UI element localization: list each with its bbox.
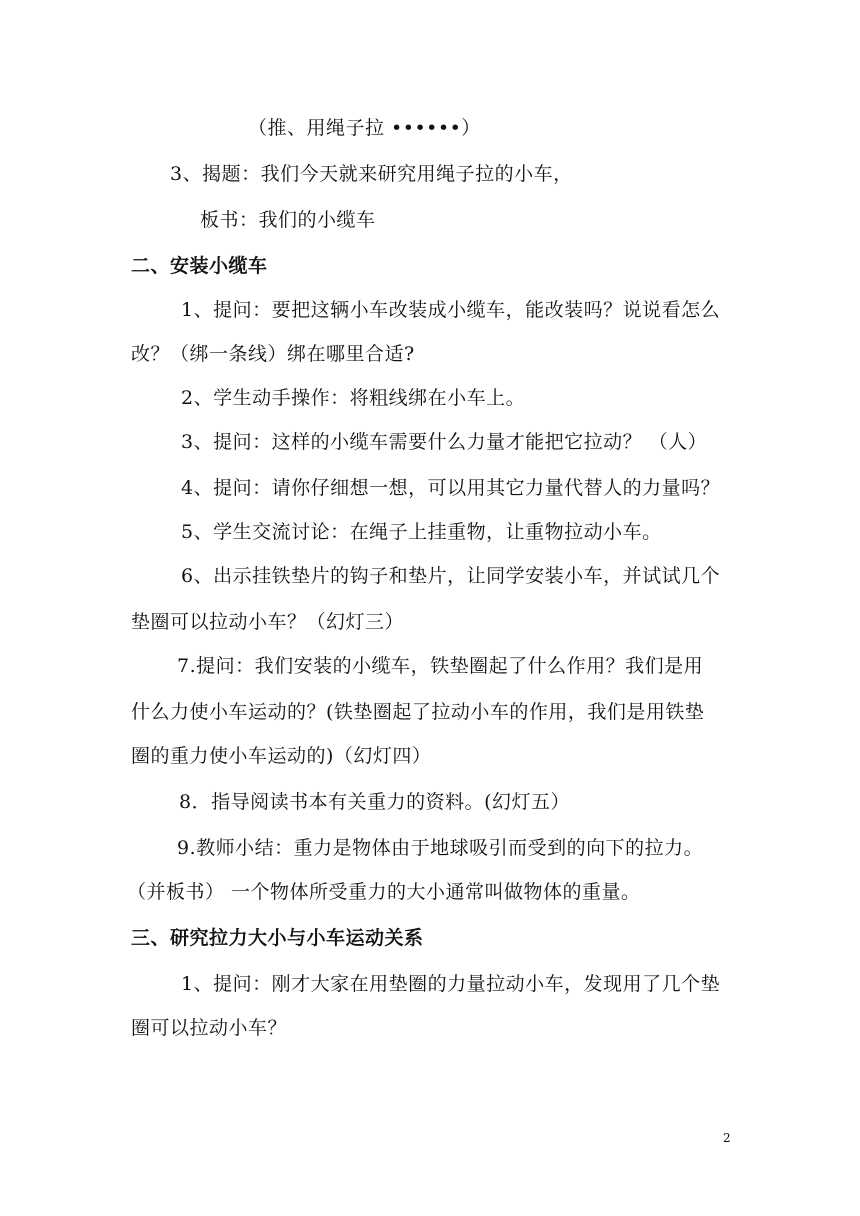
text-line-17: 9.教师小结：重力是物体由于地球吸引而受到的向下的拉力。 [177, 837, 704, 859]
text-line-12: 垫圈可以拉动小车？（幻灯三） [131, 611, 405, 633]
text-line-3: 板书：我们的小缆车 [200, 209, 376, 231]
text-line-11: 6、出示挂铁垫片的钩子和垫片，让同学安装小车，并试试几个 [181, 565, 721, 587]
text-line-6: 改？（绑一条线）绑在哪里合适? [131, 343, 415, 365]
text-line-7: 2、学生动手操作：将粗线绑在小车上。 [181, 387, 526, 409]
section-heading-3: 三、研究拉力大小与小车运动关系 [131, 927, 424, 949]
text-line-18: （并板书） 一个物体所受重力的大小通常叫做物体的重量。 [127, 881, 641, 903]
text-line-9: 4、提问：请你仔细想一想，可以用其它力量代替人的力量吗？ [181, 477, 721, 499]
text-line-5: 1、提问：要把这辆小车改装成小缆车，能改装吗？说说看怎么 [181, 299, 721, 321]
text-line-2: 3、揭题：我们今天就来研究用绳子拉的小车， [170, 163, 573, 185]
text-line-21: 圈可以拉动小车？ [131, 1017, 288, 1039]
section-heading-2: 二、安装小缆车 [131, 255, 268, 277]
page-number: 2 [723, 1131, 731, 1145]
text-line-20: 1、提问：刚才大家在用垫圈的力量拉动小车，发现用了几个垫 [181, 973, 721, 995]
text-line-10: 5、学生交流讨论：在绳子上挂重物，让重物拉动小车。 [181, 521, 662, 543]
text-line-16: 8．指导阅读书本有关重力的资料。(幻灯五） [179, 791, 571, 813]
text-line-15: 圈的重力使小车运动的)（幻灯四） [131, 745, 432, 767]
text-line-8: 3、提问：这样的小缆车需要什么力量才能把它拉动？ （人） [181, 431, 708, 453]
text-line-1: （推、用绳子拉 ••••••） [248, 117, 481, 139]
text-line-13: 7.提问：我们安装的小缆车，铁垫圈起了什么作用？我们是用 [177, 655, 704, 677]
text-line-14: 什么力使小车运动的？(铁垫圈起了拉动小车的作用，我们是用铁垫 [131, 701, 705, 723]
